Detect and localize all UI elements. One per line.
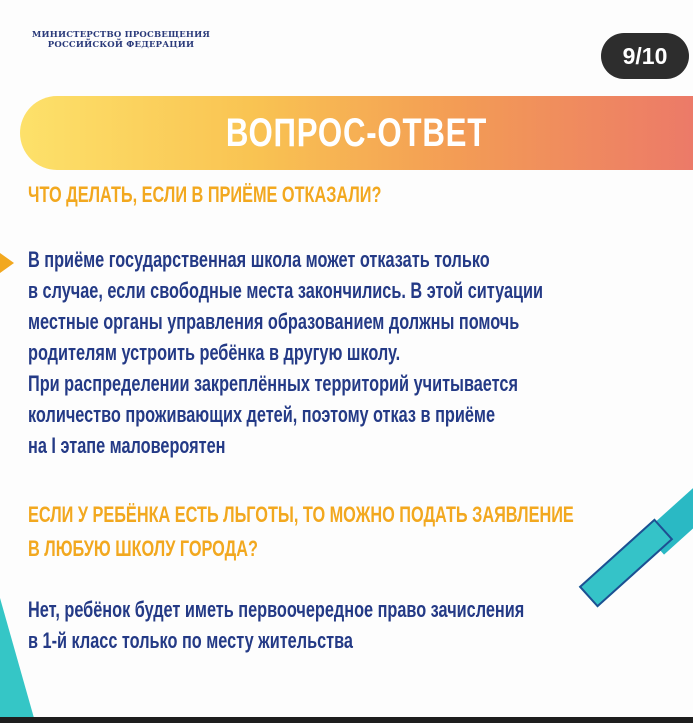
- answer-1-line: местные органы управления образованием должны помочь: [28, 309, 520, 334]
- ministry-line-2: РОССИЙСКОЙ ФЕДЕРАЦИИ: [47, 40, 195, 50]
- answer-1-line: В приёме государственная школа может отказать только: [28, 247, 490, 272]
- ministry-logo-text: [26, 30, 216, 50]
- teal-shape-decoration: [0, 598, 34, 718]
- question-2-line: ЕСЛИ У РЕБЁНКА ЕСТЬ ЛЬГОТЫ, ТО МОЖНО ПОДАТЬ ЗАЯВЛЕНИЕ: [28, 502, 574, 527]
- answer-2: [28, 594, 524, 656]
- answer-1-line: на I этапе маловероятен: [28, 433, 226, 458]
- question-1: ЧТО ДЕЛАТЬ, ЕСЛИ В ПРИЁМЕ ОТКАЗАЛИ?: [28, 182, 382, 207]
- answer-2-line: Нет, ребёнок будет иметь первоочередное право зачисления: [28, 597, 525, 622]
- question-2-line: В ЛЮБУЮ ШКОЛУ ГОРОДА?: [28, 536, 258, 561]
- answer-1-line: в случае, если свободные места закончились. В этой ситуации: [28, 278, 544, 303]
- answer-1-line: количество проживающих детей, поэтому отказ в приёме: [28, 402, 496, 427]
- arrow-marker-icon: [0, 253, 14, 273]
- banner-title: ВОПРОС-ОТВЕТ: [225, 110, 488, 155]
- pencil-body-decoration-icon: [579, 518, 674, 607]
- ministry-line-1: МИНИСТЕРСТВО ПРОСВЕЩЕНИЯ: [31, 30, 211, 40]
- answer-1: [28, 244, 543, 461]
- question-2: [28, 498, 574, 566]
- answer-2-line: в 1-й класс только по месту жительства: [28, 628, 353, 653]
- answer-1-line: При распределении закреплённых территорий учитывается: [28, 371, 518, 396]
- bottom-border: [0, 717, 693, 723]
- page-indicator: 9/10: [601, 33, 689, 79]
- answer-1-line: родителям устроить ребёнка в другую школу.: [28, 340, 401, 365]
